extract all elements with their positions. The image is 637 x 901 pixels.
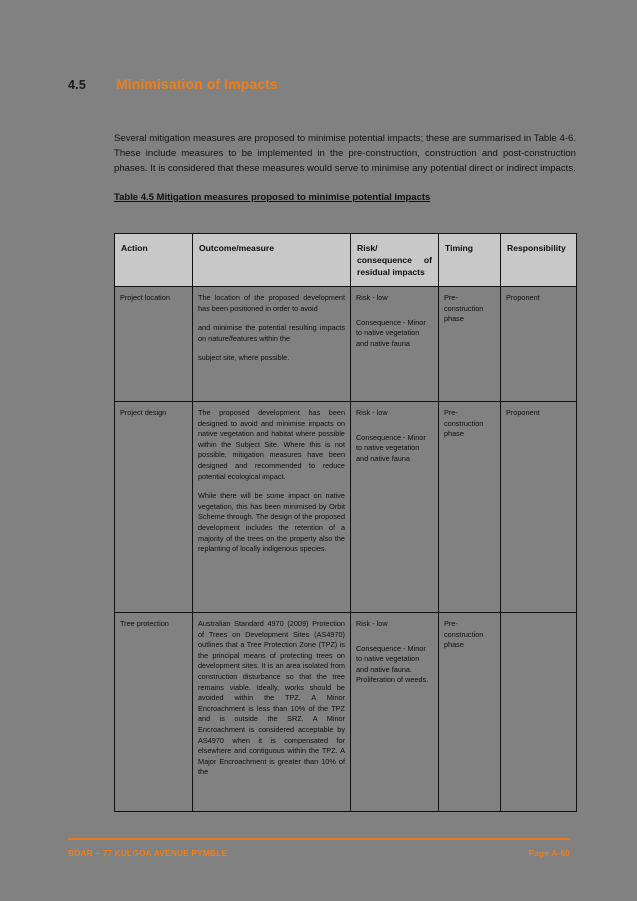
section-title: Minimisation of Impacts [116, 76, 278, 92]
page-footer [68, 848, 570, 858]
outcome-paragraph: and minimise the potential resulting impacts on nature/features within the [198, 323, 345, 343]
cell-responsibility [501, 613, 577, 812]
table-body [115, 287, 577, 812]
footer-page-number: Page A-60 [528, 848, 570, 858]
outcome-paragraph: The proposed development has been designed to avoid and minimise impacts on native vegetation and habitat where possible within the Subject Site. Where this is not possible, mitigation measures have been designed and recommended to reduce potential ecological impact. [198, 408, 345, 481]
table-row [115, 402, 577, 613]
cell-risk [351, 287, 439, 402]
footer-divider [68, 838, 570, 840]
footer-document-title: BDAR – 77 KULGOA AVENUE PYMBLE [68, 848, 228, 858]
cell-responsibility: Proponent [501, 287, 577, 402]
risk-consequence: Consequence - Minor to native vegetation and native fauna [356, 317, 426, 348]
section-number: 4.5 [68, 78, 86, 92]
cell-action: Project design [115, 402, 193, 613]
risk-level: Risk - low [356, 619, 388, 628]
cell-outcome [193, 402, 351, 613]
table-header [115, 234, 577, 287]
cell-timing: Pre-construction phase [439, 287, 501, 402]
cell-risk [351, 402, 439, 613]
intro-paragraph: Several mitigation measures are proposed to minimise potential impacts; these are summarised in Table 4-6. These include measures to be implemented in the pre-construction, construction and post-construction phases. It is considered that these measures would serve to minimise any potential direct or indirect impacts. [114, 132, 576, 174]
cell-risk [351, 613, 439, 812]
outcome-paragraph: The location of the proposed development has been positioned in order to avoid [198, 293, 345, 313]
outcome-paragraph: subject site, where possible. [198, 353, 290, 363]
section-heading [68, 76, 578, 92]
column-header-responsibility: Responsibility [501, 234, 577, 287]
cell-timing: Pre-construction phase [439, 613, 501, 812]
column-header-outcome: Outcome/measure [193, 234, 351, 287]
cell-outcome [193, 613, 351, 812]
mitigation-measures-table [114, 233, 577, 812]
risk-level: Risk - low [356, 293, 388, 302]
table-row [115, 287, 577, 402]
cell-action: Project location [115, 287, 193, 402]
cell-outcome [193, 287, 351, 402]
risk-consequence: Consequence - Minor to native vegetation and native fauna. Proliferation of weeds. [356, 643, 429, 685]
cell-action: Tree protection [115, 613, 193, 812]
table-row [115, 613, 577, 812]
table-header-row [115, 234, 577, 287]
column-header-timing: Timing [439, 234, 501, 287]
outcome-paragraph: While there will be some impact on native vegetation, this has been minimised by Orbit Scheme through. The design of the proposed development includes the retention of a majority of the trees on the property also the replanting of locally indigenous species. [198, 491, 345, 554]
risk-level: Risk - low [356, 408, 388, 417]
column-header-risk: Risk/ consequence of residual impacts [351, 234, 439, 287]
column-header-action: Action [115, 234, 193, 287]
outcome-paragraph: Australian Standard 4970 (2009) Protection of Trees on Development Sites (AS4970) outlines that a Tree Protection Zone (TPZ) is the principal means of protecting trees on development sites. It is an area isolated from construction disturbance so that the tree remains viable. Ideally, works should be avoided within the TPZ. A Minor Encroachment is less than 10% of the TPZ and is outside the SRZ. A Minor Encroachment is considered acceptable by AS4970 when it is compensated for elsewhere and contiguous within the TPZ. A Major Encroachment is greater than 10% of the [198, 619, 345, 777]
cell-timing: Pre-construction phase [439, 402, 501, 613]
cell-responsibility: Proponent [501, 402, 577, 613]
table-caption: Table 4.5 Mitigation measures proposed to minimise potential impacts [114, 192, 431, 203]
risk-consequence: Consequence - Minor to native vegetation and native fauna [356, 432, 426, 463]
